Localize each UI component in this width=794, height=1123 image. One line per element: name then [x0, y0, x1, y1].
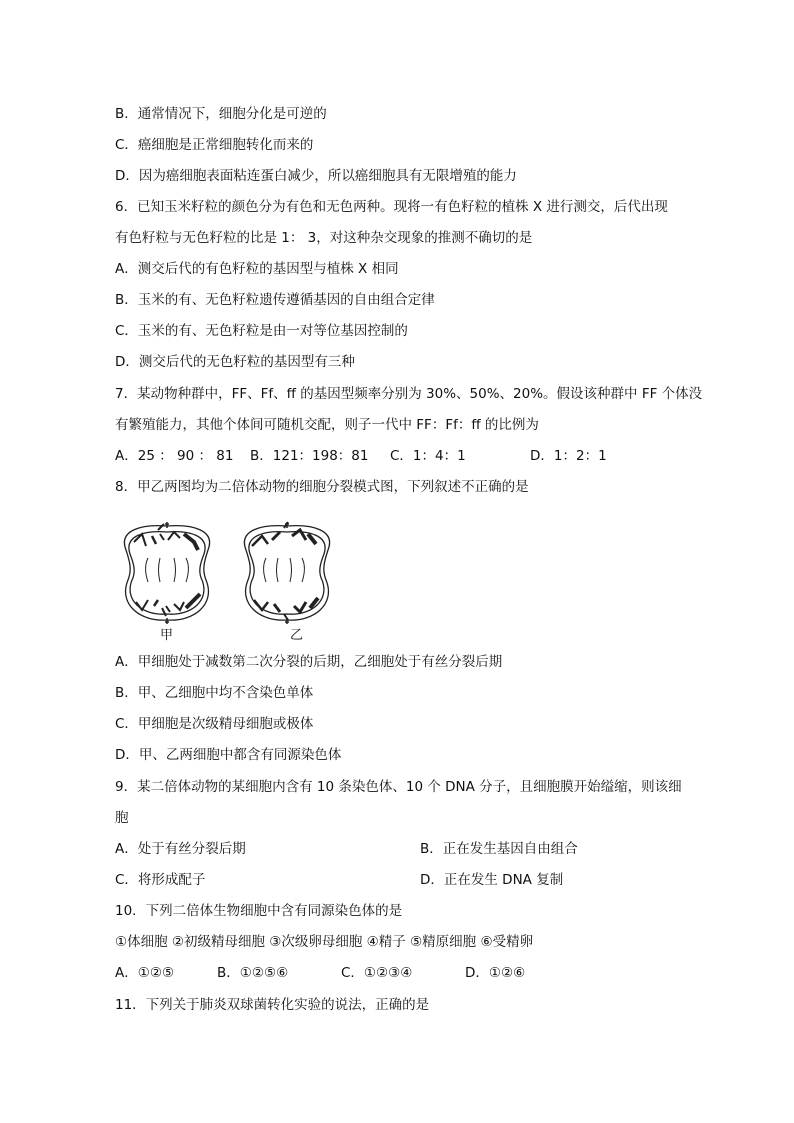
q6-option-a: A．测交后代的有色籽粒的基因型与植株 X 相同 — [115, 261, 399, 277]
q7-option-a: A．25 ： 90 ： 81 — [115, 448, 234, 464]
q7-option-c: C．1：4：1 — [390, 448, 466, 464]
cell-yi-drawing — [244, 522, 329, 624]
q7-option-d: D．1：2：1 — [530, 448, 607, 464]
q10-items: ①体细胞 ②初级精母细胞 ③次级卵母细胞 ④精子 ⑤精原细胞 ⑥受精卵 — [115, 934, 534, 950]
q9-stem-line2: 胞 — [115, 810, 129, 826]
q9-option-b: B．正在发生基因自由组合 — [420, 841, 578, 857]
q8-stem: 8．甲乙两图均为二倍体动物的细胞分裂模式图，下列叙述不正确的是 — [115, 479, 529, 495]
q8-option-b: B．甲、乙细胞中均不含染色单体 — [115, 685, 314, 701]
q9-stem-line1: 9．某二倍体动物的某细胞内含有 10 条染色体、10 个 DNA 分子，且细胞膜开始缢缩，则该细 — [115, 779, 682, 795]
q7-stem-line1: 7．某动物种群中，FF、Ff、ff 的基因型频率分别为 30%、50%、20%。假设该种群中 FF 个体没 — [115, 386, 703, 402]
figure-label-yi: 乙 — [290, 628, 304, 643]
q8-option-c: C．甲细胞是次级精母细胞或极体 — [115, 716, 314, 732]
q8-option-d: D．甲、乙两细胞中都含有同源染色体 — [115, 747, 342, 763]
figure-label-jia: 甲 — [160, 628, 174, 643]
q5-option-b: B．通常情况下，细胞分化是可逆的 — [115, 106, 327, 122]
q8-option-a: A．甲细胞处于减数第二次分裂的后期，乙细胞处于有丝分裂后期 — [115, 654, 503, 670]
q10-option-c: C．①②③④ — [341, 965, 413, 981]
q11-stem: 11．下列关于肺炎双球菌转化实验的说法，正确的是 — [115, 997, 430, 1013]
q6-option-d: D．测交后代的无色籽粒的基因型有三种 — [115, 354, 355, 370]
q7-stem-line2: 有繁殖能力，其他个体间可随机交配，则子一代中 FF：Ff：ff 的比例为 — [115, 417, 539, 433]
q10-stem: 10．下列二倍体生物细胞中含有同源染色体的是 — [115, 903, 403, 919]
q10-option-d: D．①②⑥ — [465, 965, 526, 981]
q10-options — [115, 963, 525, 983]
q5-option-c: C．癌细胞是正常细胞转化而来的 — [115, 137, 314, 153]
q5-option-d: D．因为癌细胞表面粘连蛋白减少，所以癌细胞具有无限增殖的能力 — [115, 168, 517, 184]
q10-option-a: A．①②⑤ — [115, 965, 175, 981]
q9-option-d: D．正在发生 DNA 复制 — [420, 872, 564, 888]
q7-option-b: B．121：198：81 — [250, 448, 369, 464]
cell-division-diagram — [112, 520, 342, 645]
q6-option-b: B．玉米的有、无色籽粒遗传遵循基因的自由组合定律 — [115, 292, 435, 308]
q7-options — [115, 446, 607, 466]
q6-stem-line1: 6．已知玉米籽粒的颜色分为有色和无色两种。现将一有色籽粒的植株 X 进行测交，后代出现 — [115, 199, 668, 215]
q6-stem-line2: 有色籽粒与无色籽粒的比是 1： 3，对这种杂交现象的推测不确切的是 — [115, 230, 533, 246]
cell-division-figure — [112, 520, 342, 645]
cell-jia-drawing — [124, 522, 209, 624]
q9-option-a: A．处于有丝分裂后期 — [115, 841, 246, 857]
q6-option-c: C．玉米的有、无色籽粒是由一对等位基因控制的 — [115, 323, 408, 339]
q9-option-c: C．将形成配子 — [115, 872, 206, 888]
q10-option-b: B．①②⑤⑥ — [217, 965, 289, 981]
